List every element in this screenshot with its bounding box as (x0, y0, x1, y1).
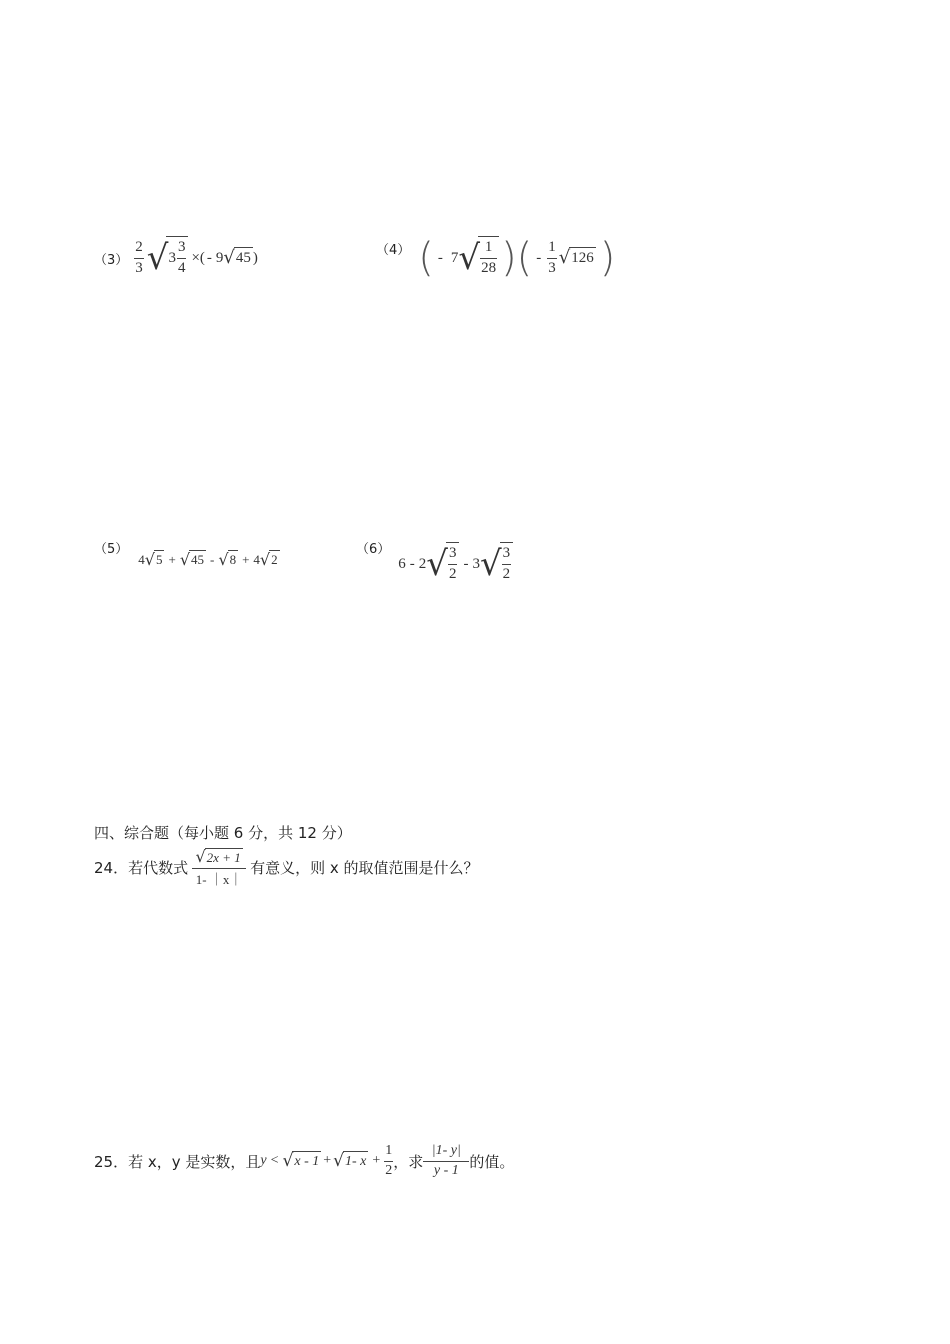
whole-part: 3 (168, 250, 176, 266)
radical-icon: √ (558, 247, 571, 268)
denominator: y - 1 (423, 1161, 469, 1179)
radical-icon: √ (144, 550, 155, 569)
numerator: 1 (548, 238, 556, 255)
section-heading: 四、综合题（每小题 6 分，共 12 分） (94, 824, 352, 842)
numerator: 3 (502, 545, 511, 562)
fraction (448, 546, 458, 583)
question-25-expression (260, 1144, 393, 1178)
sqrt: √ 2 (259, 550, 278, 569)
problem-4-label: （4） (376, 243, 411, 258)
problem-4-expression (418, 236, 615, 280)
sqrt: √ 2x + 1 (195, 847, 241, 866)
sqrt: √ x - 1 (282, 1151, 320, 1172)
problem-5 (94, 538, 280, 569)
less-than-sign: < (270, 1153, 279, 1169)
sqrt (426, 542, 459, 586)
problem-6-expression (398, 542, 513, 586)
denominator: 3 (548, 259, 556, 276)
radical-icon: √ (195, 847, 206, 866)
sqrt (480, 542, 513, 586)
minus-sign: - (210, 551, 215, 567)
sqrt: √ 8 (218, 550, 237, 569)
question-25-mid: ，求 (393, 1152, 424, 1171)
fraction (502, 546, 512, 583)
close-paren: ) (252, 249, 258, 266)
radical-icon: √ (223, 247, 235, 268)
minus-sign: - (437, 249, 443, 266)
radical-icon: √ (218, 550, 229, 569)
denominator: 4 (177, 260, 186, 276)
problem-3-label: （3） (94, 252, 129, 268)
problem-6 (356, 538, 513, 586)
numerator: |1- y| (431, 1143, 461, 1158)
radical-icon: √ (259, 550, 271, 569)
sqrt (147, 236, 189, 280)
fraction (134, 240, 144, 277)
problem-3 (94, 236, 258, 280)
plus-sign: + (242, 551, 250, 567)
problem-5-expression (138, 550, 279, 569)
radical-icon: √ (458, 238, 481, 278)
constant: 6 (398, 555, 406, 572)
sqrt (458, 236, 499, 280)
question-24-fraction (192, 848, 246, 887)
sqrt: √ 126 (558, 247, 594, 268)
plus-sign: + (372, 1153, 381, 1169)
question-25-prefix: 25．若 x，y 是实数，且 (94, 1152, 261, 1171)
problem-3-expression (134, 236, 258, 280)
minus-sign: - (206, 249, 212, 266)
minus-sign: - (463, 555, 469, 572)
radical-icon: √ (479, 544, 502, 584)
numerator: 3 (448, 545, 457, 562)
denominator: 3 (135, 259, 143, 276)
denominator: 2 (385, 1162, 393, 1178)
right-paren-icon: ) (599, 235, 616, 281)
sqrt: √ 5 (144, 550, 163, 569)
denominator: 2 (502, 566, 511, 582)
numerator: 3 (177, 239, 186, 256)
denominator: 2 (448, 566, 457, 582)
radical-icon: √ (282, 1151, 294, 1172)
problem-5-label: （5） (94, 542, 129, 557)
plus-sign: + (168, 551, 176, 567)
radical-icon: √ (146, 238, 169, 278)
sqrt: √ 1- x (333, 1151, 367, 1172)
coefficient: 4 (138, 551, 145, 567)
question-24-suffix: 有意义，则 x 的取值范围是什么？ (250, 858, 479, 877)
numerator: 2 (135, 238, 143, 255)
fraction (177, 240, 187, 277)
minus-sign: - (536, 249, 542, 266)
denominator: 28 (481, 260, 497, 276)
coefficient: 9 (215, 249, 224, 266)
sqrt: √ 45 (223, 247, 251, 268)
radical-icon: √ (426, 544, 448, 584)
coefficient: 2 (418, 555, 427, 572)
plus-sign: + (323, 1153, 332, 1169)
problem-6-label: （6） (356, 542, 391, 557)
minus-sign: - (409, 555, 415, 572)
question-25-fraction (423, 1144, 469, 1178)
variable-y: y (260, 1153, 267, 1169)
fraction (480, 240, 497, 277)
sqrt: √ 45 (179, 550, 205, 569)
denominator: 1- ｜x｜ (192, 868, 246, 887)
numerator: 1 (385, 1143, 393, 1158)
question-25 (94, 1144, 514, 1178)
radical-icon: √ (333, 1151, 344, 1172)
radical-icon: √ (179, 550, 191, 569)
problem-4 (376, 236, 615, 280)
coefficient: 7 (450, 249, 459, 266)
coefficient: 3 (472, 555, 480, 572)
fraction (547, 240, 557, 277)
coefficient: 4 (253, 551, 260, 567)
question-25-suffix: 的值。 (469, 1152, 515, 1171)
right-paren-icon: ) (501, 235, 517, 281)
times-operator: ×( (191, 249, 205, 266)
question-24-prefix: 24．若代数式 (94, 858, 189, 877)
left-paren-icon: ( (516, 235, 533, 281)
half-fraction (384, 1144, 393, 1178)
numerator: 1 (484, 239, 493, 256)
left-paren-icon: ( (418, 235, 434, 281)
question-24 (94, 848, 479, 887)
